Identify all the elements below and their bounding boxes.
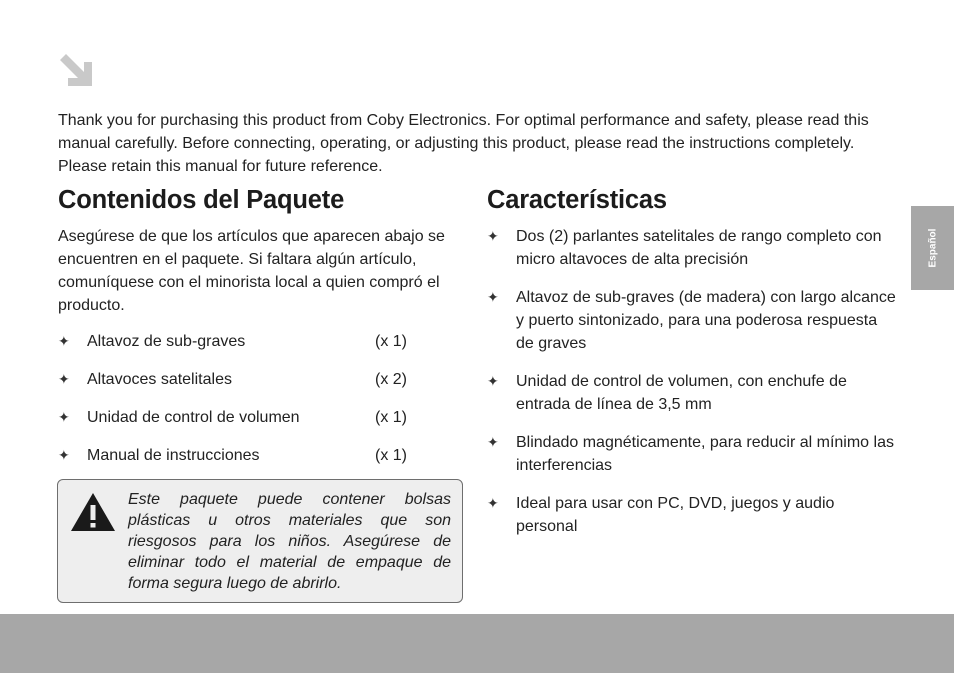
- bullet-star-icon: ✦: [487, 434, 499, 450]
- list-item: [487, 492, 897, 538]
- warning-triangle-icon: [70, 492, 116, 532]
- footer-band: [0, 614, 954, 673]
- package-contents-heading: Contenidos del Paquete: [58, 186, 345, 214]
- bullet-star-icon: ✦: [58, 409, 70, 425]
- feature-text: Dos (2) parlantes satelitales de rango completo con micro altavoces de alta precisión: [516, 228, 882, 268]
- language-tab-label: Español: [927, 228, 938, 268]
- list-item: [487, 370, 897, 416]
- list-item: [487, 225, 897, 271]
- list-item: [487, 286, 897, 355]
- package-items-list: [58, 330, 418, 482]
- feature-text: Unidad de control de volumen, con enchufe de entrada de línea de 3,5 mm: [516, 373, 847, 413]
- features-heading: Características: [487, 186, 667, 214]
- item-label: Altavoz de sub-graves: [87, 333, 246, 350]
- bullet-star-icon: ✦: [58, 371, 70, 387]
- item-label: Altavoces satelitales: [87, 371, 232, 388]
- bullet-star-icon: ✦: [58, 333, 70, 349]
- bullet-star-icon: ✦: [487, 373, 499, 389]
- list-item: [58, 406, 418, 444]
- list-item: [58, 444, 418, 482]
- bullet-star-icon: ✦: [487, 228, 499, 244]
- package-description: Asegúrese de que los artículos que aparecen abajo se encuentren en el paquete. Si faltara algún artículo, comuníquese con el minorista local a quien compró el producto.: [58, 228, 445, 314]
- feature-text: Altavoz de sub-graves (de madera) con largo alcance y puerto sintonizado, para una poderosa respuesta de graves: [516, 289, 896, 352]
- item-quantity: (x 1): [375, 333, 407, 350]
- features-list: [487, 225, 897, 553]
- warning-text: Este paquete puede contener bolsas plásticas u otros materiales que son riesgosos para los niños. Asegúrese de eliminar todo el material de empaque de forma segura luego de abrirlo.: [128, 491, 451, 592]
- list-item: [487, 431, 897, 477]
- bullet-star-icon: ✦: [58, 447, 70, 463]
- bullet-star-icon: ✦: [487, 289, 499, 305]
- item-quantity: (x 1): [375, 447, 407, 464]
- item-label: Manual de instrucciones: [87, 447, 260, 464]
- feature-text: Blindado magnéticamente, para reducir al mínimo las interferencias: [516, 434, 894, 474]
- item-label: Unidad de control de volumen: [87, 409, 300, 426]
- feature-text: Ideal para usar con PC, DVD, juegos y audio personal: [516, 495, 835, 535]
- item-quantity: (x 1): [375, 409, 407, 426]
- bullet-star-icon: ✦: [487, 495, 499, 511]
- language-side-tab: [911, 206, 954, 290]
- list-item: [58, 368, 418, 406]
- item-quantity: (x 2): [375, 371, 407, 388]
- arrow-down-right-icon: [58, 54, 94, 88]
- list-item: [58, 330, 418, 368]
- intro-paragraph: Thank you for purchasing this product from Coby Electronics. For optimal performance and safety, please read this manual carefully. Before connecting, operating, or adjusting this product, please read the instructions completely. Please retain this manual for future reference.: [58, 112, 869, 175]
- warning-box: [57, 479, 463, 603]
